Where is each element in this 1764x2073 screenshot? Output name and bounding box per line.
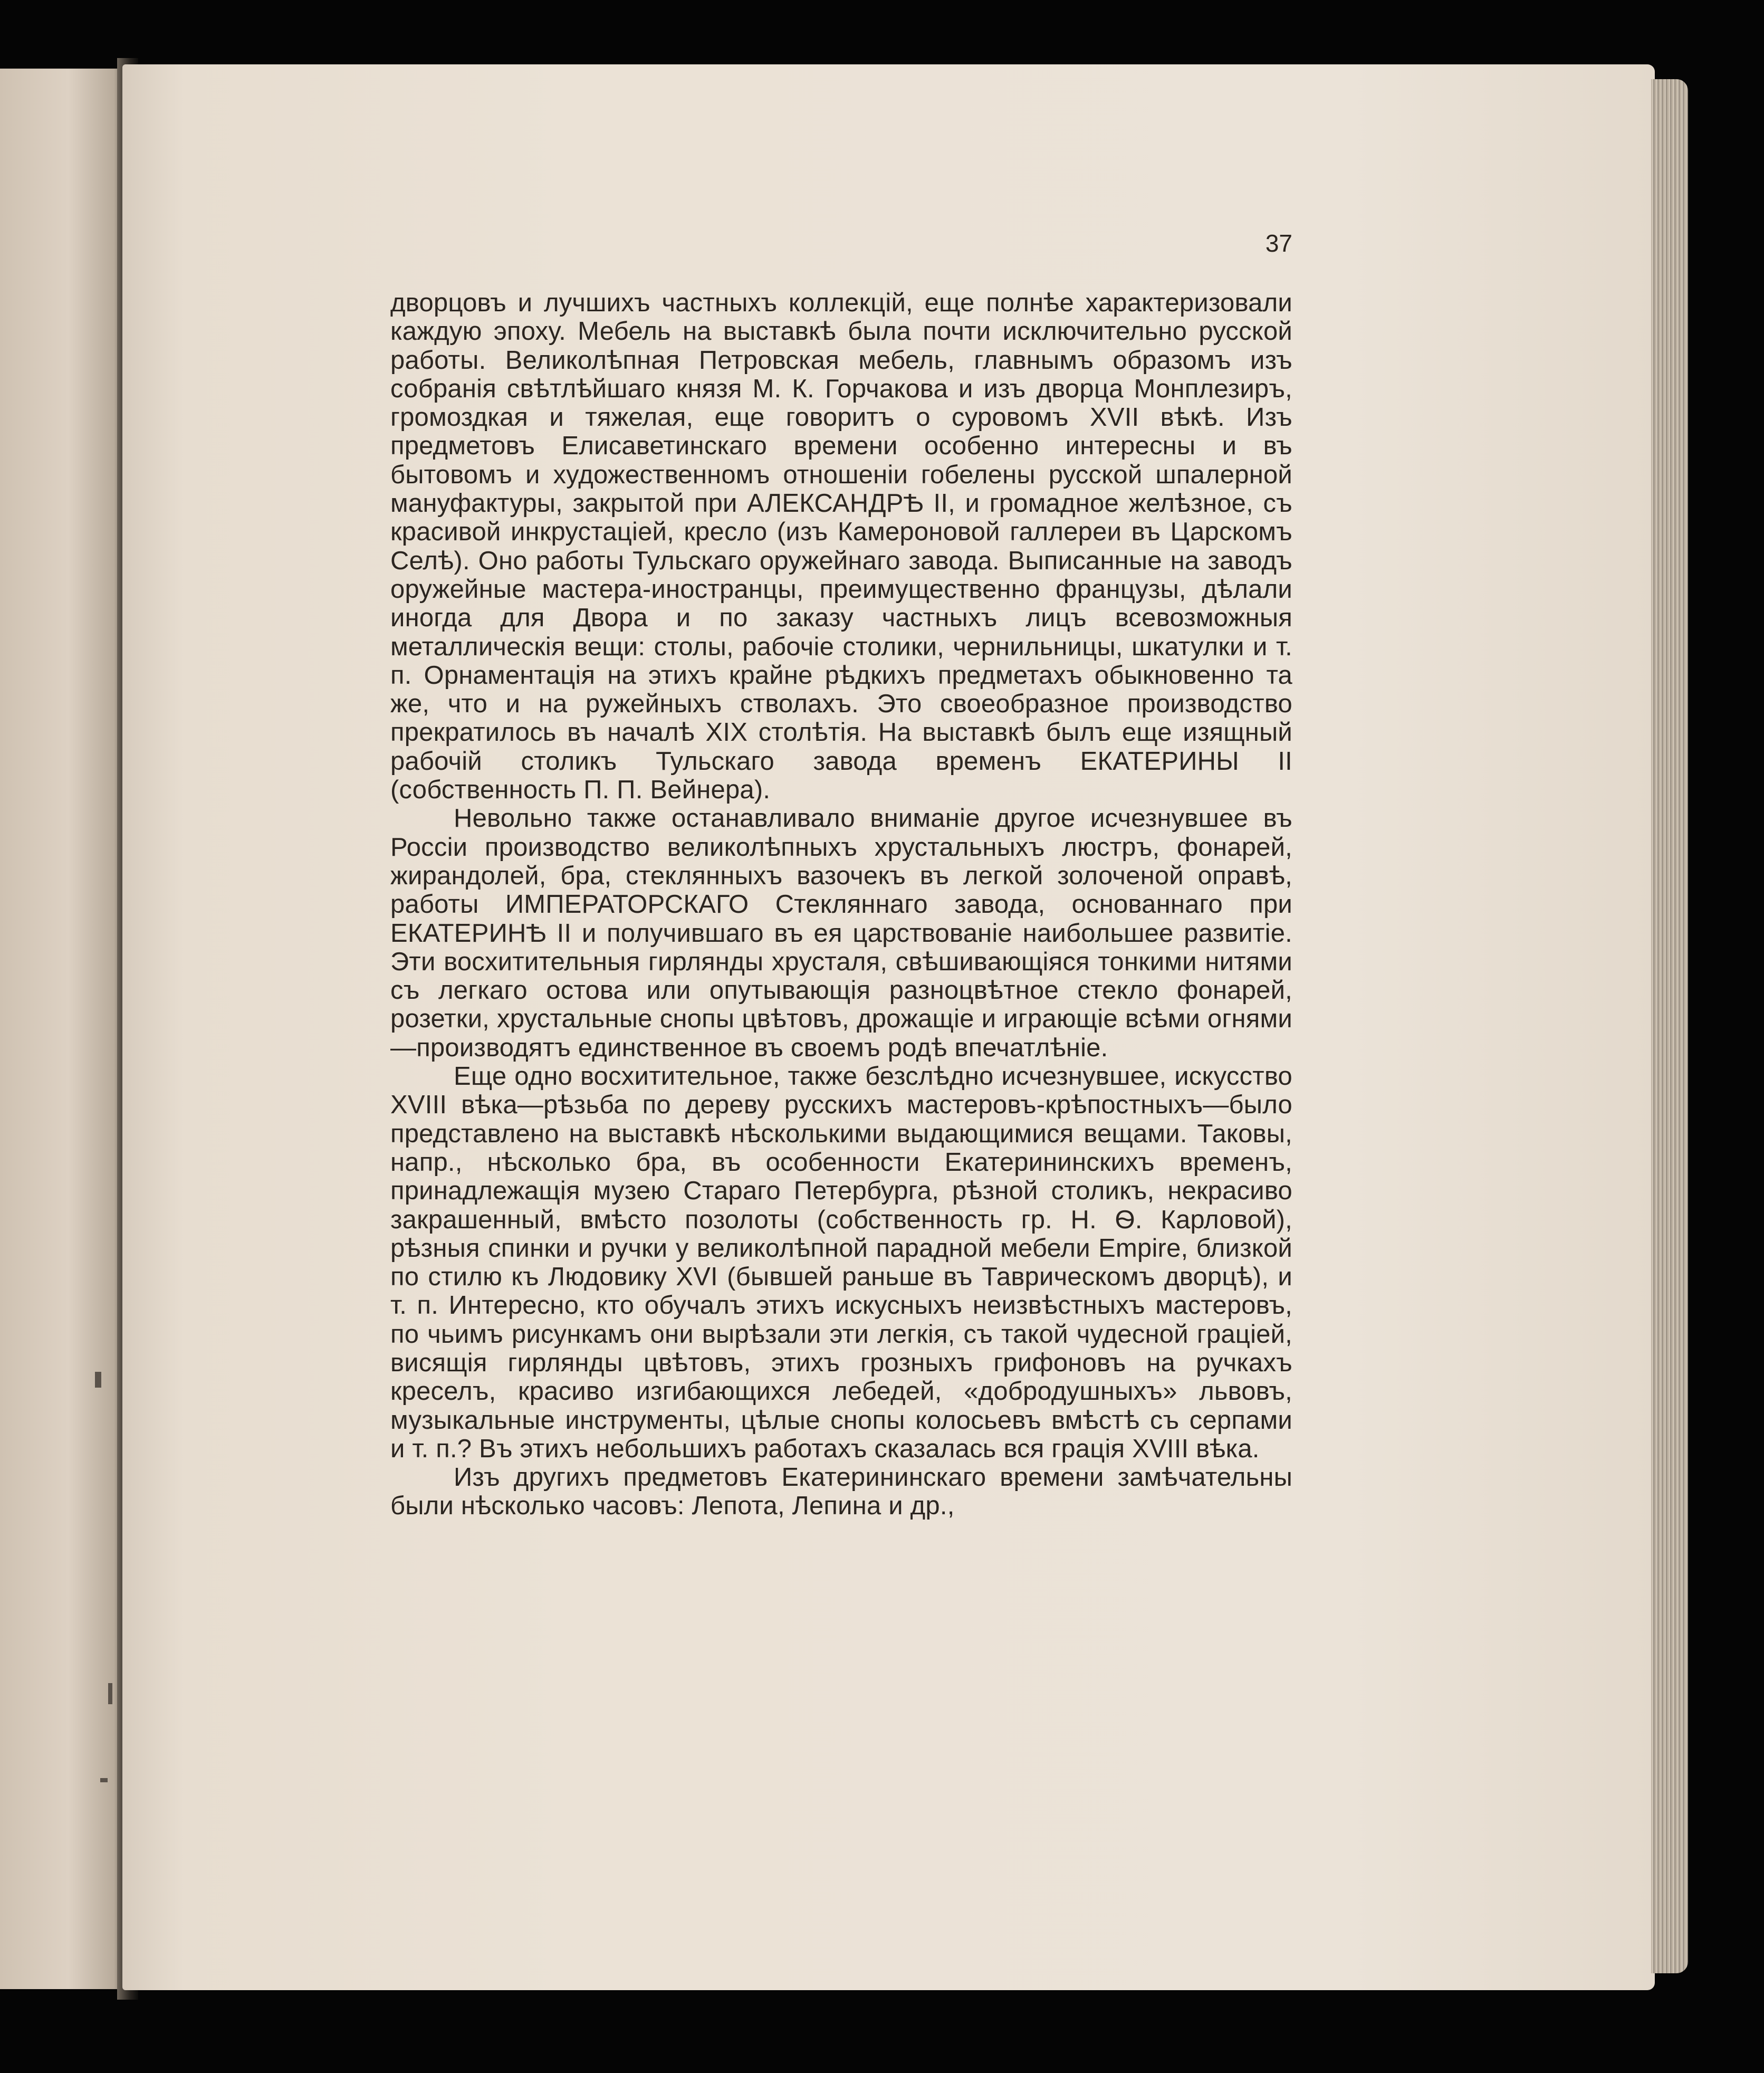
page-blemish xyxy=(95,1372,101,1388)
body-text xyxy=(390,289,1292,1521)
paragraph: Изъ другихъ предметовъ Екатерининскаго времени замѣчательны были нѣсколько часовъ: Лепота, Лепина и др., xyxy=(390,1463,1292,1521)
page-blemish xyxy=(108,1683,112,1704)
page-stack-edges xyxy=(1651,79,1688,1973)
paragraph: дворцовъ и лучшихъ частныхъ коллекцій, еще полнѣе характеризовали каждую эпоху. Мебель на выставкѣ была почти исключительно русской работы. Великолѣпная Петровская мебель, главнымъ образомъ изъ собранія свѣтлѣйшаго князя М. К. Горчакова и изъ дворца Монплезиръ, громоздкая и тяжелая, еще говоритъ о суровомъ XVII вѣкѣ. Изъ предметовъ Елисаветинскаго времени особенно интересны и въ бытовомъ и художественномъ отношеніи гобелены русской шпалерной мануфактуры, закрытой при АЛЕКСАНДРѢ II, и громадное желѣзное, съ красивой инкрустаціей, кресло (изъ Камероновой галлереи въ Царскомъ Селѣ). Оно работы Тульскаго оружейнаго завода. Выписанные на заводъ оружейные мастера-иностранцы, преимущественно французы, дѣлали иногда для Двора и по заказу частныхъ лицъ всевозможныя металлическія вещи: столы, рабочіе столики, чернильницы, шкатулки и т. п. Орнаментація на этихъ крайне рѣдкихъ предметахъ обыкновенно та же, что и на ружейныхъ стволахъ. Это своеобразное производство прекратилось въ началѣ XIX столѣтія. На выставкѣ былъ еще изящный рабочій столикъ Тульскаго завода временъ ЕКАТЕРИНЫ II (собственность П. П. Вейнера). xyxy=(390,289,1292,805)
left-page-edge xyxy=(0,69,124,1989)
paragraph: Еще одно восхитительное, также безслѣдно исчезнувшее, искусство XVIII вѣка—рѣзьба по дереву русскихъ мастеровъ-крѣпостныхъ—было представлено на выставкѣ нѣсколькими выдающимися вещами. Таковы, напр., нѣсколько бра, въ особенности Екатерининскихъ временъ, принадлежащія музею Стараго Петербурга, рѣзной столикъ, некрасиво закрашенный, вмѣсто позолоты (собственность гр. Н. Ѳ. Карловой), рѣзныя спинки и ручки у великолѣпной парадной мебели Empire, близкой по стилю къ Людовику XVI (бывшей раньше въ Таврическомъ дворцѣ), и т. п. Интересно, кто обучалъ этихъ искусныхъ неизвѣстныхъ мастеровъ, по чьимъ рисункамъ они вырѣзали эти легкія, съ такой чудесной граціей, висящія гирлянды цвѣтовъ, этихъ грозныхъ грифоновъ на ручкахъ креселъ, красиво изгибающихся лебедей, «добродушныхъ» львовъ, музыкальные инструменты, цѣлые снопы колосьевъ вмѣстѣ съ серпами и т. п.? Въ этихъ небольшихъ работахъ сказалась вся грація XVIII вѣка. xyxy=(390,1062,1292,1463)
page-number: 37 xyxy=(1265,230,1292,257)
paragraph: Невольно также останавливало вниманіе другое исчезнувшее въ Россіи производство великолѣпныхъ хрустальныхъ люстръ, фонарей, жирандолей, бра, стеклянныхъ вазочекъ въ легкой золоченой оправѣ, работы ИМПЕРАТОРСКАГО Стекляннаго завода, основаннаго при ЕКАТЕРИНѢ II и получившаго въ ея царствованіе наибольшее развитіе. Эти восхитительныя гирлянды хрусталя, свѣшивающіяся тонкими нитями съ легкаго остова или опутывающія разноцвѣтное стекло фонарей, розетки, хрустальные снопы цвѣтовъ, дрожащіе и играющіе всѣми огнями—производятъ единственное въ своемъ родѣ впечатлѣніе. xyxy=(390,804,1292,1062)
page-blemish xyxy=(100,1778,108,1782)
